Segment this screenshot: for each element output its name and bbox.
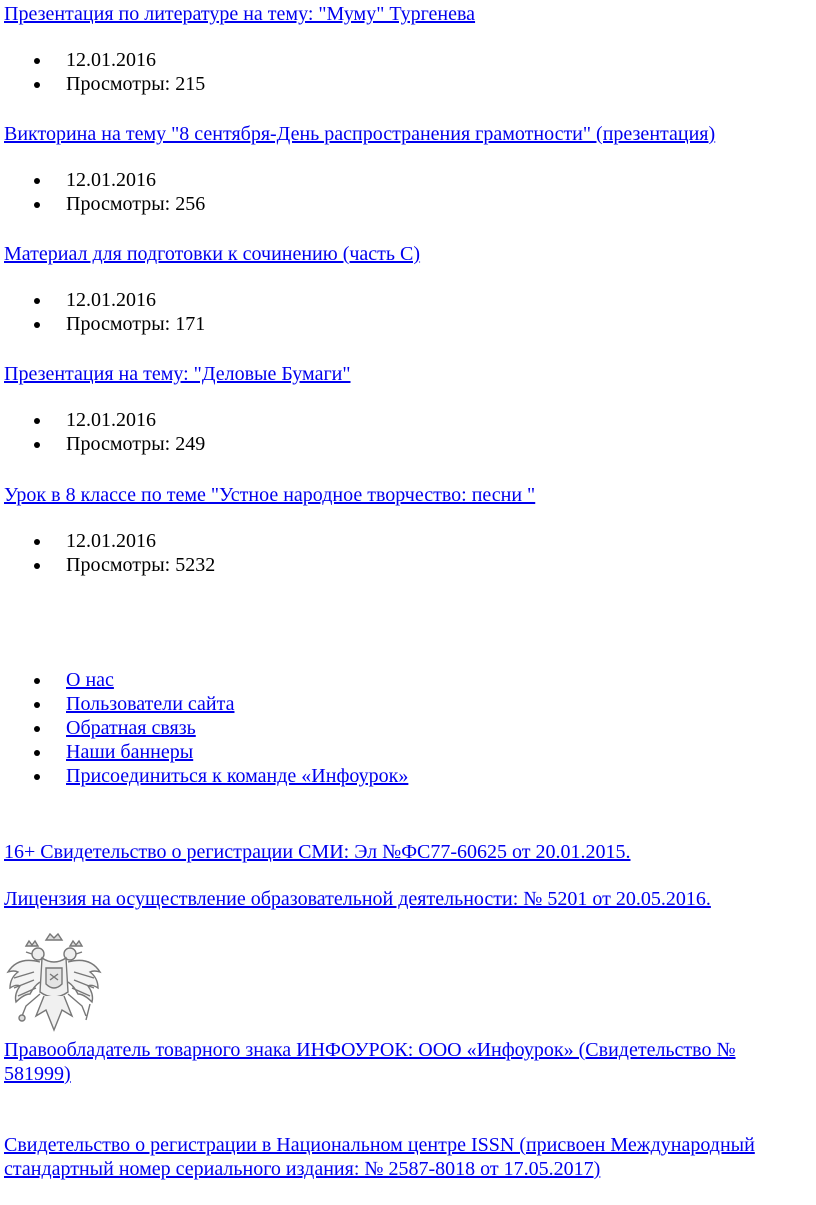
material-title-link[interactable]: Викторина на тему "8 сентября-День распространения грамотности" (презентация) — [4, 123, 716, 145]
material-item — [4, 2, 475, 26]
material-title-link[interactable]: Презентация на тему: "Деловые Бумаги" — [4, 363, 351, 385]
material-date: 12.01.2016 — [0, 408, 205, 432]
material-meta — [0, 408, 205, 456]
material-title-link[interactable]: Урок в 8 классе по теме "Устное народное творчество: песни " — [4, 484, 536, 506]
material-meta — [0, 529, 215, 577]
material-item — [4, 362, 351, 386]
footer-nav-item-banners — [0, 740, 408, 764]
material-title-link[interactable]: Презентация по литературе на тему: "Муму" Тургенева — [4, 3, 476, 25]
smi-registration-link[interactable]: 16+ Свидетельство о регистрации СМИ: Эл №ФС77-60625 от 20.01.2015. — [4, 841, 631, 863]
material-views: Просмотры: 256 — [0, 192, 205, 216]
footer-nav — [0, 668, 408, 788]
material-date: 12.01.2016 — [0, 168, 205, 192]
material-date: 12.01.2016 — [0, 529, 215, 553]
material-date: 12.01.2016 — [0, 48, 205, 72]
trademark-holder-link[interactable]: Правообладатель товарного знака ИНФОУРОК: ООО «Инфоурок» (Свидетельство № 581999) — [4, 1039, 736, 1085]
material-date: 12.01.2016 — [0, 288, 205, 312]
trademark-holder — [4, 1038, 794, 1086]
russian-coat-of-arms-icon — [4, 932, 104, 1036]
material-item — [4, 122, 715, 146]
footer-nav-item-feedback — [0, 716, 408, 740]
education-license-link[interactable]: Лицензия на осуществление образовательной деятельности: № 5201 от 20.05.2016. — [4, 888, 711, 910]
material-meta — [0, 48, 205, 96]
material-views: Просмотры: 215 — [0, 72, 205, 96]
footer-nav-link-banners[interactable]: Наши баннеры — [66, 741, 194, 763]
footer-nav-link-about[interactable]: О нас — [66, 669, 114, 691]
material-item — [4, 242, 420, 266]
footer-nav-link-feedback[interactable]: Обратная связь — [66, 717, 196, 739]
material-item — [4, 483, 535, 507]
footer-nav-item-users — [0, 692, 408, 716]
footer-nav-item-join — [0, 764, 408, 788]
footer-nav-item-about — [0, 668, 408, 692]
material-title-link[interactable]: Материал для подготовки к сочинению (часть С) — [4, 243, 421, 265]
smi-registration — [4, 840, 631, 864]
issn-registration — [4, 1133, 794, 1181]
footer-nav-link-join[interactable]: Присоединиться к команде «Инфоурок» — [66, 765, 409, 787]
material-views: Просмотры: 249 — [0, 432, 205, 456]
material-views: Просмотры: 5232 — [0, 553, 215, 577]
footer-nav-link-users[interactable]: Пользователи сайта — [66, 693, 235, 715]
education-license — [4, 887, 711, 911]
material-meta — [0, 288, 205, 336]
issn-registration-link[interactable]: Свидетельство о регистрации в Национальном центре ISSN (присвоен Международный стандартный номер сериального издания: № 2587-8018 от 17.05.2017) — [4, 1134, 755, 1180]
material-views: Просмотры: 171 — [0, 312, 205, 336]
material-meta — [0, 168, 205, 216]
